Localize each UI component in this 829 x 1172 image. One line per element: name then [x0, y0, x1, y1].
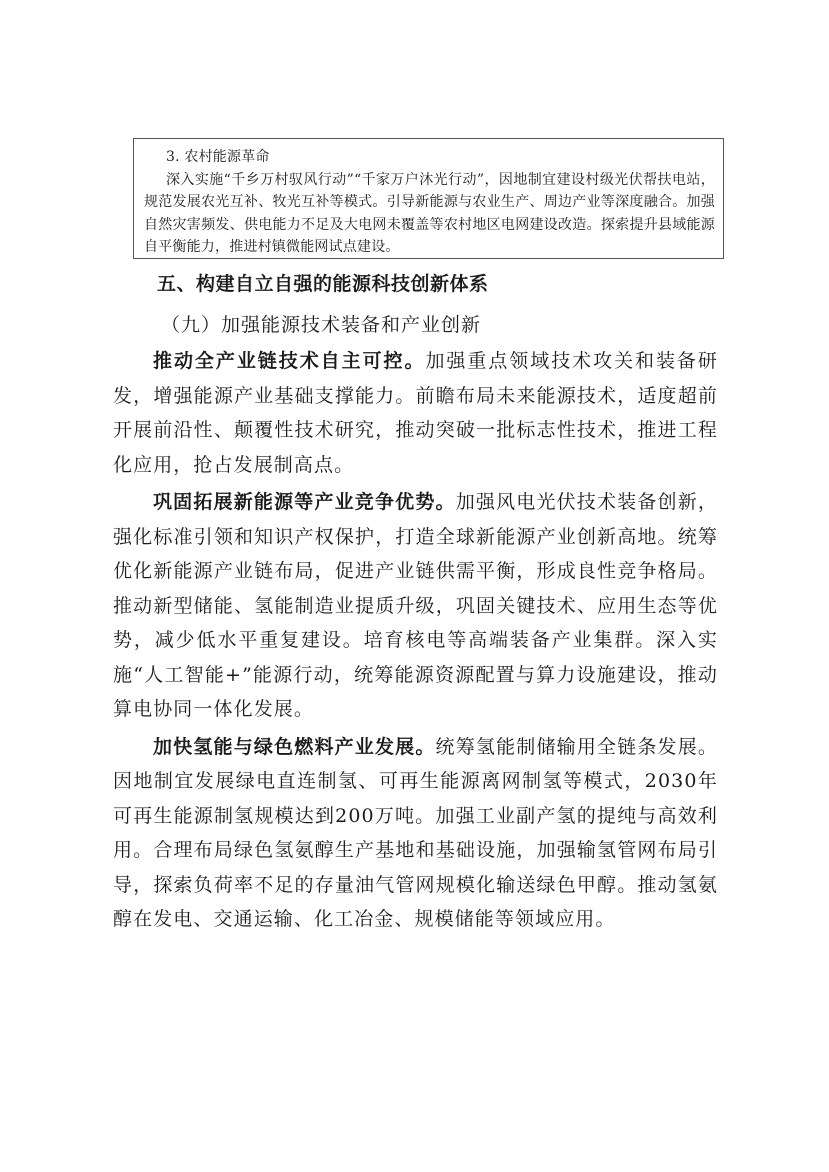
callout-text: 深入实施“千乡万村驭风行动”“千家万户沐光行动”，因地制宜建设村级光伏帮扶电站，规范发展农光互补、牧光互补等模式。引导新能源与农业生产、周边产业等深度融合。加强自然灾害频发、供电能力不足及大电网未覆盖等农村地区电网建设改造。探索提升县域能源自平衡能力，推进村镇微能网试点建设。 — [144, 171, 715, 255]
paragraph-lead: 推动全产业链技术自主可控。 — [153, 350, 426, 372]
paragraph-lead: 巩固拓展新能源等产业竞争优势。 — [153, 491, 456, 513]
callout-title: 3. 农村能源革命 — [166, 149, 270, 165]
paragraph-text: 加强重点领域技术攻关和装备研发，增强能源产业基础支撑能力。前瞻布局未来能源技术，适度超前开展前沿性、颠覆性技术研究，推动突破一批标志性技术，推进工程化应用，抢占发展制高点。 — [113, 350, 718, 476]
paragraph-lead: 加快氢能与绿色燃料产业发展。 — [153, 735, 436, 758]
paragraph — [113, 344, 718, 482]
section-heading: 五、构建自立自强的能源科技创新体系 — [157, 273, 489, 295]
subsection-heading: （九）加强能源技术装备和产业创新 — [161, 314, 482, 336]
paragraph — [113, 730, 718, 937]
callout-box — [133, 138, 724, 259]
body-text — [113, 344, 718, 937]
paragraph-text: 加强风电光伏技术装备创新，强化标准引领和知识产权保护，打造全球新能源产业创新高地。统筹优化新能源产业链布局，促进产业链供需平衡，形成良性竞争格局。推动新型储能、氢能制造业提质升级，巩固关键技术、应用生态等优势，减少低水平重复建设。培育核电等高端装备产业集群。深入实施“人工智能+”能源行动，统筹能源资源配置与算力设施建设，推动算电协同一体化发展。 — [113, 491, 718, 720]
paragraph — [113, 485, 718, 727]
paragraph-text: 统筹氢能制储输用全链条发展。因地制宜发展绿电直连制氢、可再生能源离网制氢等模式，2030年可再生能源制氢规模达到200万吨。加强工业副产氢的提纯与高效利用。合理布局绿色氢氨醇生产基地和基础设施，加强输氢管网布局引导，探索负荷率不足的存量油气管网规模化输送绿色甲醇。推动氢氨醇在发电、交通运输、化工冶金、规模储能等领域应用。 — [113, 735, 719, 930]
